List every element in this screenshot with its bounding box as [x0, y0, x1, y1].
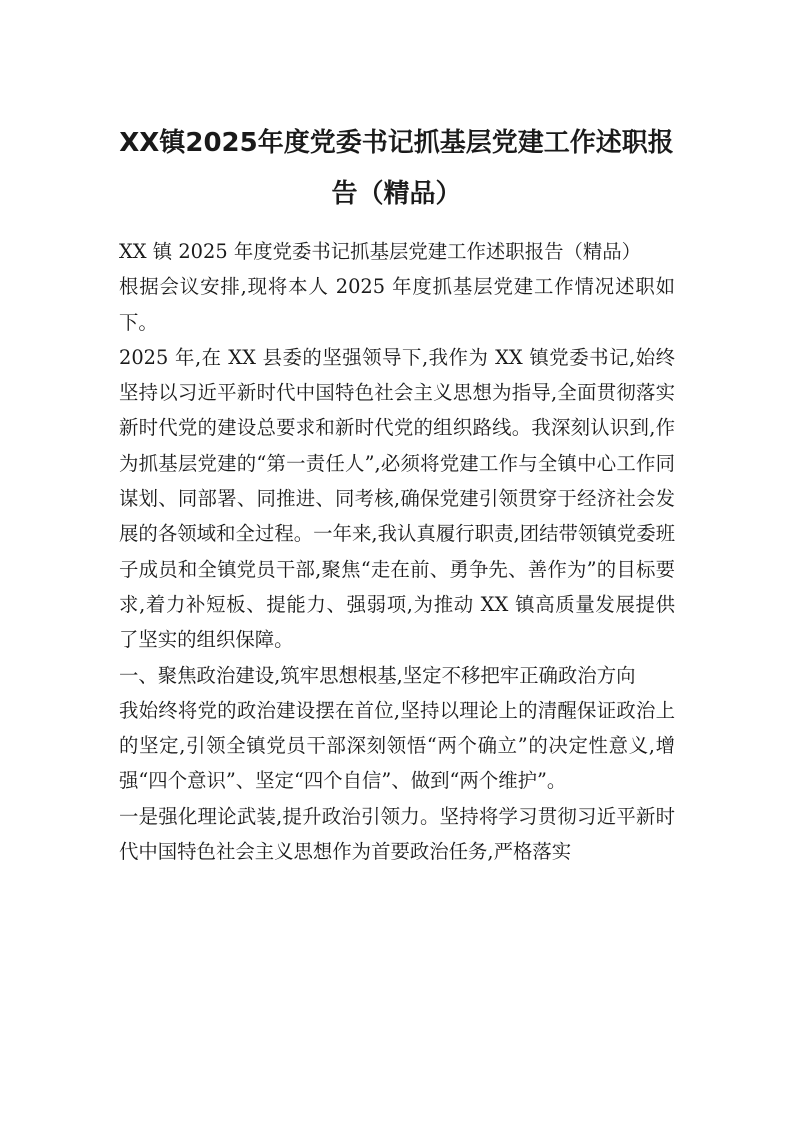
document-body	[119, 234, 675, 869]
paragraph-subtitle: XX 镇 2025 年度党委书记抓基层党建工作述职报告（精品）	[119, 240, 642, 263]
paragraph-overview: 2025 年,在 XX 县委的坚强领导下,我作为 XX 镇党委书记,始终坚持以习近平新时代中国特色社会主义思想为指导,全面贯彻落实新时代党的建设总要求和新时代党的组织路线。我深刻认识到,作为抓基层党建的“第一责任人”,必须将党建工作与全镇中心工作同谋划、同部署、同推进、同考核,确保党建引领贯穿于经济社会发展的各领域和全过程。一年来,我认真履行职责,团结带领镇党委班子成员和全镇党员干部,聚焦“走在前、勇争先、善作为”的目标要求,着力补短板、提能力、强弱项,为推动 XX 镇高质量发展提供了坚实的组织保障。	[119, 345, 675, 652]
document-title: XX镇2025年度党委书记抓基层党建工作述职报告（精品）	[119, 128, 674, 209]
paragraph-political-building: 我始终将党的政治建设摆在首位,坚持以理论上的清醒保证政治上的坚定,引领全镇党员干部深刻领悟“两个确立”的决定性意义,增强“四个意识”、坚定“四个自信”、做到“两个维护”。	[119, 698, 675, 793]
section-heading-1: 一、聚焦政治建设,筑牢思想根基,坚定不移把牢正确政治方向	[119, 663, 636, 687]
paragraph-intro: 根据会议安排,现将本人 2025 年度抓基层党建工作情况述职如下。	[119, 275, 675, 334]
paragraph-theory-arming: 一是强化理论武装,提升政治引领力。坚持将学习贯彻习近平新时代中国特色社会主义思想作为首要政治任务,严格落实	[119, 804, 675, 864]
